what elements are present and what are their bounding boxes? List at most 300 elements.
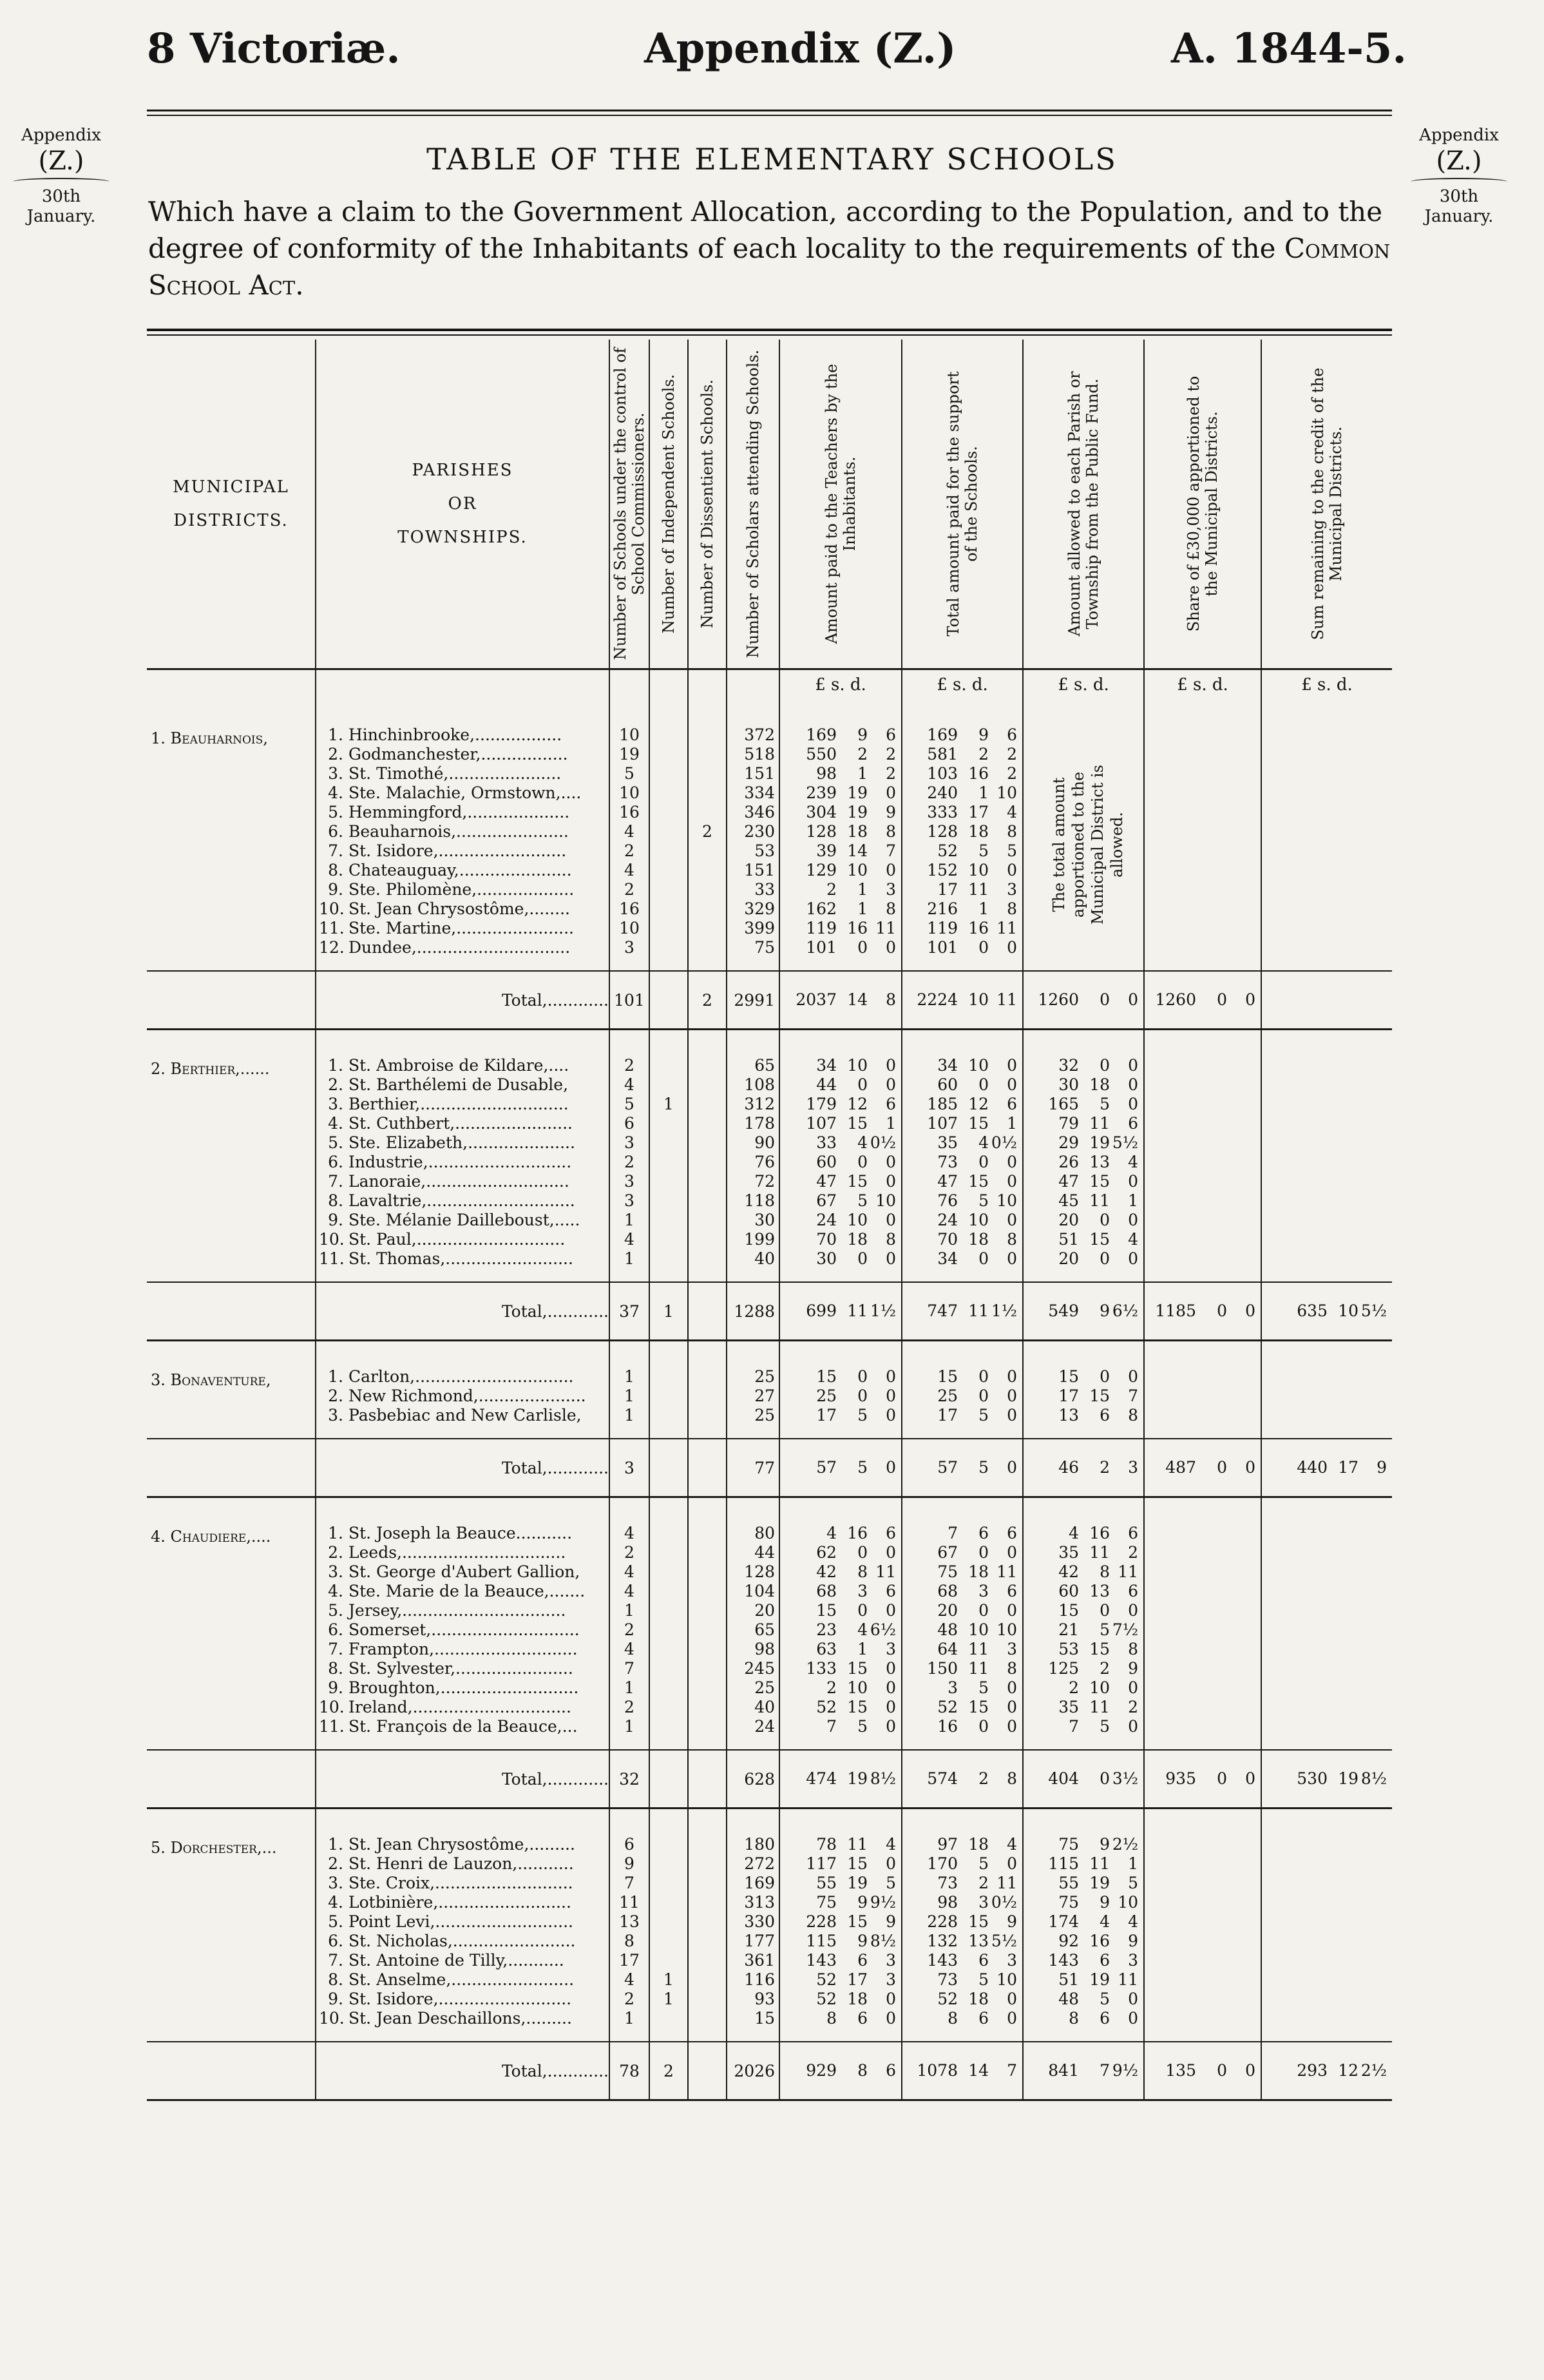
commissioner-schools-cell <box>609 725 649 957</box>
independent-schools-value <box>650 1601 687 1620</box>
scholars-value: 65 <box>754 1620 775 1639</box>
total-paid-by-inhabitants: 699 11 1½ <box>806 1301 896 1320</box>
parish-row <box>316 803 609 822</box>
public-fund-cell <box>1023 1367 1144 1425</box>
section-spacer <box>147 1809 1392 1836</box>
independent-schools-cell <box>649 1367 688 1425</box>
independent-schools-value <box>650 1114 687 1133</box>
paid-by-inhabitants-value: 67 5 10 <box>816 1191 896 1210</box>
commissioner-schools-value: 1 <box>624 1406 634 1425</box>
total-scholars: 628 <box>744 1769 775 1789</box>
independent-schools-value <box>650 1678 687 1698</box>
parish-name: Ste. Martine,....................... <box>348 919 574 937</box>
public-fund-value: 21 5 7½ <box>1058 1620 1138 1639</box>
parish-cell <box>316 725 609 957</box>
parish-name: St. Jean Chrysostôme,......... <box>348 1835 575 1854</box>
total-paid-by-inhabitants: 929 8 6 <box>806 2061 896 2080</box>
total-remaining: 440 17 9 <box>1297 1458 1387 1477</box>
parish-name: St. Isidore,......................... <box>348 841 567 860</box>
public-fund-cell <box>1023 1835 1144 2028</box>
paid-by-inhabitants-value: 239 19 0 <box>806 783 896 802</box>
total-paid-by-inhabitants-cell <box>779 1439 902 1497</box>
total-support-cell <box>902 971 1023 1030</box>
independent-schools-value <box>650 1543 687 1562</box>
margin-appendix-label-right: Appendix <box>1419 126 1499 145</box>
total-support-value: 150 11 8 <box>927 1659 1017 1678</box>
paid-by-inhabitants-value: 228 15 9 <box>806 1912 896 1931</box>
dissentient-schools-value <box>689 1249 726 1269</box>
total-row <box>147 1750 1392 1809</box>
total-support-value: 17 11 3 <box>937 880 1017 899</box>
commissioner-schools-value: 1 <box>624 1601 634 1620</box>
paid-by-inhabitants-value: 107 15 1 <box>806 1114 896 1133</box>
header-session: 8 Victoriæ. <box>147 24 401 73</box>
margin-appendix-label: Appendix <box>21 126 101 145</box>
parish-number: 9. <box>328 1678 343 1697</box>
district-rows <box>147 1835 1392 2028</box>
paid-by-inhabitants-value: 25 0 0 <box>816 1387 896 1405</box>
dissentient-schools-value <box>689 899 726 919</box>
total-share: 1260 0 0 <box>1155 990 1255 1009</box>
total-independent-schools: 2 <box>663 2061 674 2080</box>
dissentient-schools-value <box>689 764 726 783</box>
district-section <box>147 1341 1392 1497</box>
total-public-fund-cell <box>1023 971 1144 1030</box>
independent-schools-value <box>650 1211 687 1230</box>
district-rows <box>147 1367 1392 1425</box>
commissioner-schools-value: 2 <box>624 1153 634 1171</box>
total-dissentient-schools-cell <box>688 1439 727 1497</box>
scholars-value: 151 <box>744 861 775 879</box>
total-support-value: 103 16 2 <box>927 764 1017 783</box>
total-label: Total,............ <box>501 1769 609 1789</box>
paid-by-inhabitants-value: 15 0 0 <box>816 1601 896 1620</box>
commissioner-schools-value: 4 <box>624 1582 634 1600</box>
parish-row <box>316 2009 609 2028</box>
scholars-value: 199 <box>744 1230 775 1249</box>
independent-schools-value <box>650 1912 687 1932</box>
paid-by-inhabitants-value: 179 12 6 <box>806 1095 896 1113</box>
parish-number: 7. <box>328 1951 343 1970</box>
total-support-cell <box>902 1056 1023 1269</box>
total-independent-schools-cell <box>649 1750 688 1809</box>
commissioner-schools-value: 7 <box>624 1874 634 1892</box>
total-support-value: 16 0 0 <box>937 1717 1017 1736</box>
total-support-value: 128 18 8 <box>927 822 1017 841</box>
public-fund-value: 79 11 6 <box>1058 1114 1138 1133</box>
total-scholars: 2026 <box>734 2061 775 2080</box>
paid-by-inhabitants-cell <box>779 725 902 957</box>
independent-schools-value <box>650 1620 687 1640</box>
total-dissentient-schools-cell <box>688 971 727 1030</box>
parish-name: St. George d'Aubert Gallion, <box>348 1562 580 1581</box>
total-scholars: 2991 <box>734 990 775 1010</box>
district-rows <box>147 1056 1392 1269</box>
parish-name: St. Anselme,........................ <box>348 1970 575 1989</box>
parish-name: St. Timothé,...................... <box>348 764 562 783</box>
scholars-value: 25 <box>754 1406 775 1425</box>
total-support: 2224 10 11 <box>917 990 1017 1009</box>
dissentient-schools-value <box>689 1582 726 1601</box>
parish-name: Lavaltrie,............................. <box>348 1191 575 1210</box>
section-spacer <box>147 1030 1392 1057</box>
scholars-value: 330 <box>744 1912 775 1931</box>
parish-number: 6. <box>328 1153 343 1171</box>
total-support: 57 5 0 <box>937 1458 1017 1477</box>
total-row <box>147 1282 1392 1341</box>
apportionment-note: The total amount apportioned to the Municipal District is allowed. <box>1050 765 1126 925</box>
total-support-value: 3 5 0 <box>948 1678 1017 1697</box>
total-support-value: 15 0 0 <box>937 1367 1017 1386</box>
total-label: Total,............ <box>501 2061 609 2080</box>
total-support-value: 7 6 6 <box>948 1524 1017 1542</box>
commissioner-schools-value: 1 <box>624 1367 634 1386</box>
scholars-value: 25 <box>754 1678 775 1697</box>
parish-number: 2. <box>328 745 343 763</box>
dissentient-schools-value: 2 <box>702 822 712 841</box>
commissioner-schools-value: 3 <box>624 938 634 957</box>
parish-row <box>316 1582 609 1601</box>
scholars-value: 40 <box>754 1249 775 1268</box>
dissentient-schools-value <box>689 919 726 938</box>
table-header-row <box>147 340 1392 669</box>
dissentient-schools-cell <box>688 1835 727 2028</box>
total-label: Total,............ <box>501 990 609 1010</box>
total-support-cell <box>902 725 1023 957</box>
public-fund-value: 4 16 6 <box>1069 1524 1138 1542</box>
district-section <box>147 1809 1392 2100</box>
parish-row <box>316 1970 609 1990</box>
parish-row <box>316 1133 609 1153</box>
total-dissentient-schools-cell <box>688 1750 727 1809</box>
parish-name: Point Levi,........................... <box>348 1912 573 1931</box>
header-rule-thin <box>147 115 1392 116</box>
public-fund-value: 7 5 0 <box>1069 1717 1138 1736</box>
public-fund-value: 75 9 10 <box>1058 1893 1138 1912</box>
total-support-cell <box>902 1524 1023 1736</box>
total-dissentient-schools-cell <box>688 1282 727 1341</box>
independent-schools-value <box>650 1172 687 1191</box>
parish-number: 1. <box>328 1056 343 1075</box>
parish-row <box>316 1854 609 1874</box>
scholars-value: 399 <box>744 919 775 937</box>
independent-schools-cell <box>649 1524 688 1736</box>
independent-schools-cell <box>649 1835 688 2028</box>
total-scholars-cell <box>727 1282 779 1341</box>
district-name-cell <box>147 1524 316 1736</box>
public-fund-value: 165 5 0 <box>1048 1095 1138 1113</box>
paid-by-inhabitants-value: 128 18 8 <box>806 822 896 841</box>
paid-by-inhabitants-value: 52 18 0 <box>816 1990 896 2008</box>
dissentient-schools-cell <box>688 725 727 957</box>
total-commissioner-schools: 101 <box>614 990 645 1010</box>
parish-number: 4. <box>328 1893 343 1912</box>
district-name-cell <box>147 1835 316 2028</box>
total-remaining: 293 12 2½ <box>1297 2061 1387 2080</box>
margin-brace <box>13 178 110 186</box>
parish-number: 8. <box>328 1191 343 1210</box>
total-row <box>147 2042 1392 2100</box>
total-remaining <box>1262 990 1392 1010</box>
paid-by-inhabitants-value: 39 14 7 <box>816 841 896 860</box>
paid-by-inhabitants-value: 162 1 8 <box>806 899 896 918</box>
dissentient-schools-value <box>689 1056 726 1075</box>
total-support-value: 70 18 8 <box>937 1230 1017 1249</box>
dissentient-schools-value <box>689 803 726 822</box>
scholars-cell <box>727 1367 779 1425</box>
parish-number: 4. <box>328 1114 343 1133</box>
paid-by-inhabitants-value: 98 1 2 <box>816 764 896 783</box>
commissioner-schools-value: 9 <box>624 1854 634 1873</box>
total-support-value: 68 3 6 <box>937 1582 1017 1600</box>
parish-row <box>316 1191 609 1211</box>
total-dissentient-schools: 2 <box>702 990 712 1010</box>
col-scholars: Number of Scholars attending Schools. <box>727 340 779 669</box>
commissioner-schools-value: 3 <box>624 1133 634 1152</box>
parish-name: St. Nicholas,........................ <box>348 1932 576 1950</box>
total-label: Total,............ <box>501 1301 609 1321</box>
scholars-value: 313 <box>744 1893 775 1912</box>
scholars-value: 72 <box>754 1172 775 1191</box>
independent-schools-value <box>650 1387 687 1406</box>
parish-number: 10. <box>319 1698 345 1716</box>
total-commissioner-schools: 3 <box>624 1458 634 1477</box>
share-cell <box>1144 1524 1261 1736</box>
parish-row <box>316 1874 609 1893</box>
commissioner-schools-value: 11 <box>619 1893 640 1912</box>
total-public-fund-cell <box>1023 1439 1144 1497</box>
independent-schools-value: 1 <box>663 1970 674 1989</box>
dissentient-schools-value <box>689 1230 726 1249</box>
independent-schools-value <box>650 2009 687 2028</box>
parish-row <box>316 1951 609 1970</box>
scholars-value: 76 <box>754 1153 775 1171</box>
total-support-value: 35 4 0½ <box>937 1133 1017 1152</box>
paid-by-inhabitants-value: 119 16 11 <box>806 919 896 937</box>
paid-by-inhabitants-value: 34 10 0 <box>816 1056 896 1075</box>
dissentient-schools-value <box>689 1367 726 1387</box>
parish-row <box>316 1524 609 1543</box>
parish-name: Frampton,............................ <box>348 1640 578 1658</box>
independent-schools-value <box>650 822 687 841</box>
commissioner-schools-value: 16 <box>619 899 640 918</box>
public-fund-value: 143 6 3 <box>1048 1951 1138 1970</box>
scholars-value: 30 <box>754 1211 775 1229</box>
parish-number: 5. <box>328 1601 343 1620</box>
commissioner-schools-value: 6 <box>624 1835 634 1854</box>
paid-by-inhabitants-value: 42 8 11 <box>816 1562 896 1581</box>
total-row <box>147 1439 1392 1497</box>
total-label-cell <box>316 1750 609 1809</box>
public-fund-cell <box>1023 1524 1144 1736</box>
scholars-value: 245 <box>744 1659 775 1678</box>
col-share-30000: Share of £30,000 apportioned to the Municipal Districts. <box>1144 340 1261 669</box>
parish-row <box>316 1056 609 1075</box>
parish-row <box>316 880 609 899</box>
parish-row <box>316 1230 609 1249</box>
parish-row <box>316 1075 609 1095</box>
parish-name: St. Jean Deschaillons,......... <box>348 2009 572 2028</box>
total-support-value: 60 0 0 <box>937 1075 1017 1094</box>
dissentient-schools-value <box>689 1153 726 1172</box>
parish-number: 1. <box>328 725 343 744</box>
scholars-value: 272 <box>744 1854 775 1873</box>
dissentient-schools-value <box>689 783 726 803</box>
total-support-value: 107 15 1 <box>927 1114 1017 1133</box>
district-name: 4. Chaudiere,.... <box>151 1528 271 1546</box>
scholars-cell <box>727 1056 779 1269</box>
intro-act: Common School Act. <box>148 233 1391 301</box>
parish-number: 6. <box>328 1620 343 1639</box>
paid-by-inhabitants-cell <box>779 1835 902 2028</box>
independent-schools-value <box>650 1874 687 1893</box>
parish-name: St. Antoine de Tilly,........... <box>348 1951 564 1970</box>
scholars-value: 169 <box>744 1874 775 1892</box>
public-fund-value: 13 6 8 <box>1058 1406 1138 1425</box>
parish-row <box>316 899 609 919</box>
parish-name: St. Paul,............................. <box>348 1230 566 1249</box>
scholars-value: 180 <box>744 1835 775 1854</box>
independent-schools-value <box>650 1133 687 1153</box>
independent-schools-value <box>650 841 687 861</box>
scholars-value: 178 <box>744 1114 775 1133</box>
district-name-cell <box>147 1367 316 1425</box>
scholars-value: 80 <box>754 1524 775 1542</box>
total-support-value: 64 11 3 <box>937 1640 1017 1658</box>
scholars-value: 53 <box>754 841 775 860</box>
parish-number: 10. <box>319 1230 345 1249</box>
commissioner-schools-value: 10 <box>619 783 640 802</box>
parish-name: St. Barthélemi de Dusable, <box>348 1075 569 1094</box>
parish-name: Industrie,............................ <box>348 1153 572 1171</box>
parish-number: 3. <box>328 1406 343 1425</box>
scholars-cell <box>727 1835 779 2028</box>
parish-name: Ste. Marie de la Beauce,....... <box>348 1582 586 1600</box>
parish-name: Dundee,.............................. <box>348 938 571 957</box>
dissentient-schools-value <box>689 1172 726 1191</box>
parish-name: Ste. Mélanie Dailleboust,..... <box>348 1211 580 1229</box>
dissentient-schools-value <box>689 861 726 880</box>
commissioner-schools-value: 2 <box>624 880 634 899</box>
total-share-cell <box>1144 1439 1261 1497</box>
commissioner-schools-value: 1 <box>624 2009 634 2028</box>
scholars-value: 346 <box>744 803 775 821</box>
public-fund-value: 15 0 0 <box>1058 1601 1138 1620</box>
remaining-cell <box>1261 1056 1392 1269</box>
dissentient-schools-value <box>689 1951 726 1970</box>
scholars-value: 98 <box>754 1640 775 1658</box>
section-gap <box>147 957 1392 971</box>
total-share: 135 0 0 <box>1165 2061 1255 2080</box>
paid-by-inhabitants-value: 23 4 6½ <box>816 1620 896 1639</box>
dissentient-schools-value <box>689 1601 726 1620</box>
total-label: Total,............ <box>501 1458 609 1477</box>
parish-number: 5. <box>328 1133 343 1152</box>
commissioner-schools-value: 17 <box>619 1951 640 1970</box>
units-label: £ s. d. <box>1023 669 1144 700</box>
total-independent-schools-cell <box>649 971 688 1030</box>
parish-number: 11. <box>319 1717 345 1736</box>
paid-by-inhabitants-value: 133 15 0 <box>806 1659 896 1678</box>
independent-schools-value <box>650 764 687 783</box>
parish-number: 2. <box>328 1543 343 1562</box>
paid-by-inhabitants-value: 17 5 0 <box>816 1406 896 1425</box>
total-public-fund-cell <box>1023 1750 1144 1809</box>
scholars-value: 312 <box>744 1095 775 1113</box>
parish-cell <box>316 1524 609 1736</box>
col-dissentient-schools: Number of Dissentient Schools. <box>688 340 727 669</box>
total-commissioner-schools-cell <box>609 2042 649 2100</box>
dissentient-schools-value <box>689 1524 726 1543</box>
total-support-value: 34 0 0 <box>937 1249 1017 1268</box>
commissioner-schools-value: 4 <box>624 1562 634 1581</box>
public-fund-value: 47 15 0 <box>1058 1172 1138 1191</box>
parish-number: 8. <box>328 861 343 879</box>
parish-name: Ste. Philomène,................... <box>348 880 575 899</box>
total-support-value: 8 6 0 <box>948 2009 1017 2028</box>
total-scholars-cell <box>727 1439 779 1497</box>
commissioner-schools-value: 5 <box>624 764 634 783</box>
commissioner-schools-value: 2 <box>624 1056 634 1075</box>
parish-name: St. Jean Chrysostôme,........ <box>348 899 570 918</box>
district-name-cell <box>147 1056 316 1269</box>
paid-by-inhabitants-cell <box>779 1367 902 1425</box>
public-fund-value: 55 19 5 <box>1058 1874 1138 1892</box>
paid-by-inhabitants-value: 15 0 0 <box>816 1367 896 1386</box>
parish-row <box>316 1717 609 1736</box>
paid-by-inhabitants-value: 33 4 0½ <box>816 1133 896 1152</box>
parish-name: Beauharnois,...................... <box>348 822 569 841</box>
total-support-value: 73 0 0 <box>937 1153 1017 1171</box>
commissioner-schools-value: 4 <box>624 1230 634 1249</box>
total-support: 747 11 1½ <box>927 1301 1017 1320</box>
paid-by-inhabitants-value: 63 1 3 <box>816 1640 896 1658</box>
parish-name: Lanoraie,............................ <box>348 1172 569 1191</box>
paid-by-inhabitants-value: 8 6 0 <box>826 2009 896 2028</box>
paid-by-inhabitants-value: 143 6 3 <box>806 1951 896 1970</box>
dissentient-schools-value <box>689 1387 726 1406</box>
parish-row <box>316 841 609 861</box>
parish-name: Somerset,............................. <box>348 1620 580 1639</box>
total-support-cell <box>902 1282 1023 1341</box>
parish-number: 2. <box>328 1387 343 1405</box>
scholars-value: 372 <box>744 725 775 744</box>
total-support-value: 216 1 8 <box>927 899 1017 918</box>
total-paid-by-inhabitants-cell <box>779 971 902 1030</box>
scholars-value: 90 <box>754 1133 775 1152</box>
paid-by-inhabitants-value: 2 10 0 <box>826 1678 896 1697</box>
units-label: £ s. d. <box>902 669 1023 700</box>
col-public-fund: Amount allowed to each Parish or Township from the Public Fund. <box>1023 340 1144 669</box>
parish-cell <box>316 1056 609 1269</box>
commissioner-schools-value: 4 <box>624 861 634 879</box>
total-remaining-cell <box>1261 2042 1392 2100</box>
total-support-value: 185 12 6 <box>927 1095 1017 1113</box>
parish-row <box>316 1659 609 1678</box>
dissentient-schools-value <box>689 938 726 957</box>
dissentient-schools-value <box>689 1932 726 1951</box>
public-fund-value: 51 19 11 <box>1058 1970 1138 1989</box>
dissentient-schools-cell <box>688 1524 727 1736</box>
section-gap <box>147 1736 1392 1750</box>
scholars-value: 75 <box>754 938 775 957</box>
dissentient-schools-cell <box>688 1367 727 1425</box>
parish-number: 5. <box>328 1912 343 1931</box>
parish-cell <box>316 1835 609 2028</box>
public-fund-value: 17 15 7 <box>1058 1387 1138 1405</box>
total-support-value: 97 18 4 <box>937 1835 1017 1854</box>
commissioner-schools-value: 3 <box>624 1191 634 1210</box>
